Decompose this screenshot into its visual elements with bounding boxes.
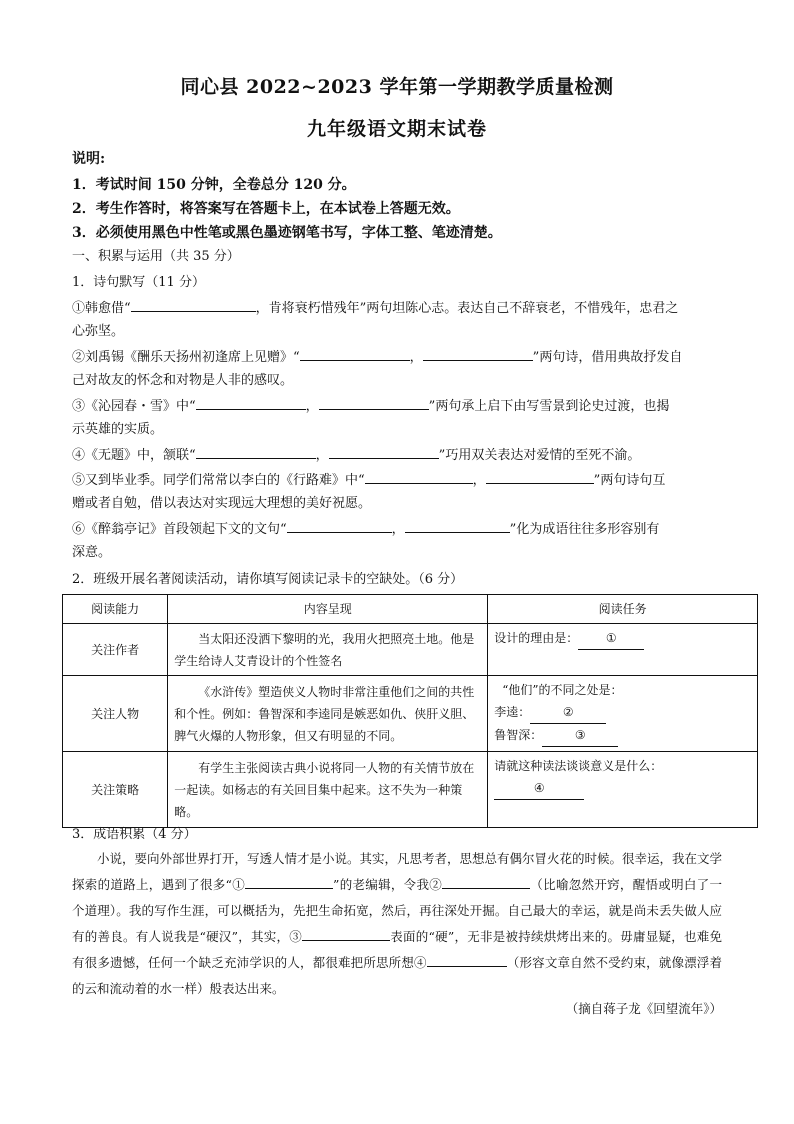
instruction-item: 2．考生作答时，将答案写在答题卡上，在本试卷上答题无效。 [72, 201, 460, 217]
poem-item-text: 深意。 [72, 545, 112, 560]
poem-item-1 [72, 299, 678, 318]
task-blank: ② [530, 701, 606, 724]
task-line [494, 777, 751, 800]
exam-title: 同心县 2022~2023 学年第一学期教学质量检测 [180, 76, 614, 98]
table-row [63, 752, 758, 828]
table-header-row [63, 595, 758, 624]
passage-source: （摘自蒋子龙《回望流年》） [565, 1001, 722, 1016]
answer-blank [287, 520, 392, 533]
poem-item-text: ”两句承上启下由写雪景到论史过渡，也揭 [428, 399, 670, 414]
poem-item-text: 赠或者自勉，借以表达对实现远大理想的美好祝愿。 [72, 496, 372, 511]
column-header: 阅读能力 [63, 595, 168, 624]
answer-blank [302, 928, 390, 941]
exam-subtitle: 九年级语文期末试卷 [306, 118, 487, 140]
poem-item-text: ， [315, 448, 329, 463]
poem-item-3 [72, 397, 669, 416]
answer-blank [300, 348, 410, 361]
answer-blank [245, 876, 333, 889]
passage-text: （比喻忽然开窍，醒悟或明白了一个道理）。我的写作生涯，可以概括为，先把生命拓宽，然后，再往深处开掘。自己最大的幸运，就是尚未丢失做人应有的善良。有人说我是“硬汉”，其实，③ [72, 877, 722, 944]
task-cell [488, 676, 758, 752]
poem-item-text: ④《无题》中，颔联“ [72, 448, 196, 463]
answer-blank [423, 348, 533, 361]
idiom-passage [72, 846, 722, 1002]
ability-cell: 关注策略 [63, 752, 168, 828]
poem-item-text: ”两句诗，借用典故抒发自 [532, 350, 683, 365]
poem-item-text: 己对故友的怀念和对物是人非的感叹。 [72, 373, 294, 388]
answer-blank [196, 397, 306, 410]
poem-item-5 [72, 471, 665, 490]
answer-blank [131, 299, 256, 312]
poem-item-text: 心弥坚。 [72, 324, 125, 339]
section-heading: 一、积累与运用（共 35 分） [72, 249, 240, 264]
ability-cell: 关注作者 [63, 624, 168, 676]
poem-item-text: 示英雄的实质。 [72, 422, 164, 437]
instruction-item: 1．考试时间 150 分钟，全卷总分 120 分。 [72, 177, 356, 193]
poem-item-text: ， [409, 350, 423, 365]
task-blank: ③ [542, 724, 618, 747]
answer-blank [329, 446, 439, 459]
table-row [63, 624, 758, 676]
poem-item-text: ”巧用双关表达对爱情的至死不渝。 [438, 448, 641, 463]
answer-blank [196, 446, 316, 459]
passage-text: ”的老编辑，令我② [333, 877, 443, 892]
ability-cell: 关注人物 [63, 676, 168, 752]
answer-blank [486, 471, 594, 484]
poem-item-text: ”两句诗句互 [593, 473, 666, 488]
content-cell: 《水浒传》塑造侠义人物时非常注重他们之间的共性和个性。例如：鲁智深和李逵同是嫉恶如仇、侠肝义胆、脾气火爆的人物形象，但又有明显的不同。 [168, 676, 488, 752]
column-header: 阅读任务 [488, 595, 758, 624]
answer-blank [365, 471, 473, 484]
instruction-item: 3．必须使用黑色中性笔或黑色墨迹钢笔书写，字体工整、笔迹清楚。 [72, 225, 502, 241]
poem-item-text: ， [305, 399, 319, 414]
poem-item-text: ，肯将衰朽惜残年”两句坦陈心志。表达自己不辞衰老，不惜残年，忠君之 [255, 301, 679, 316]
question-heading: 2．班级开展名著阅读活动，请你填写阅读记录卡的空缺处。（6 分） [72, 572, 464, 587]
poem-item-text: ， [472, 473, 486, 488]
reading-record-table [62, 594, 758, 828]
table-row [63, 676, 758, 752]
answer-blank [405, 520, 510, 533]
task-text: 请就这种读法谈谈意义是什么： [494, 759, 663, 773]
poem-item-text: ③《沁园春・雪》中“ [72, 399, 196, 414]
poem-item-text: ⑤又到毕业季。同学们常常以李白的《行路难》中“ [72, 473, 365, 488]
passage-text: 小说，要向外部世界打开，写透人情才是小说。其实，凡思考者，思想总有偶尔冒火花的时候。很幸运，我在文学探索的道路上，遇到了很多“① [72, 851, 723, 892]
answer-blank [442, 876, 530, 889]
task-text: “他们”的不同之处是： [502, 683, 623, 697]
question-heading: 3．成语积累（4 分） [72, 827, 197, 842]
poem-item-text: ”化为成语往往多形容别有 [509, 522, 660, 537]
poem-item-4 [72, 446, 640, 465]
content-cell: 当太阳还没洒下黎明的光，我用火把照亮土地。他是学生给诗人艾青设计的个性签名 [168, 624, 488, 676]
question-heading: 1．诗句默写（11 分） [72, 275, 205, 290]
passage-text: 表面的“硬”，无非是被持续烘烤出来的。毋庸显疑，也难免有很多遗憾，任何一个缺乏充沛学识的人，都很难把所思所想④ [72, 929, 722, 970]
task-line [494, 724, 751, 747]
instructions-heading: 说明: [72, 151, 106, 167]
answer-blank [427, 954, 507, 967]
task-text: 设计的理由是： [494, 631, 579, 645]
task-blank: ④ [494, 777, 584, 800]
poem-item-text: ， [391, 522, 405, 537]
poem-item-6 [72, 520, 659, 539]
passage-text: （形容文章自然不受约束，就像漂浮着的云和流动着的水一样）般表达出来。 [72, 955, 722, 996]
task-line [494, 701, 751, 724]
poem-item-text: ②刘禹锡《酬乐天扬州初逢席上见赠》“ [72, 350, 300, 365]
poem-item-text: ⑥《醉翁亭记》首段领起下文的文句“ [72, 522, 287, 537]
task-text: 李逵： [494, 705, 531, 719]
task-text: 鲁智深： [494, 728, 543, 742]
column-header: 内容呈现 [168, 595, 488, 624]
task-cell [488, 624, 758, 676]
content-cell: 有学生主张阅读古典小说将同一人物的有关情节放在一起读。如杨志的有关回目集中起来。这不失为一种策略。 [168, 752, 488, 828]
task-blank: ① [578, 627, 644, 650]
task-cell [488, 752, 758, 828]
answer-blank [319, 397, 429, 410]
poem-item-2 [72, 348, 682, 367]
poem-item-text: ①韩愈借“ [72, 301, 131, 316]
